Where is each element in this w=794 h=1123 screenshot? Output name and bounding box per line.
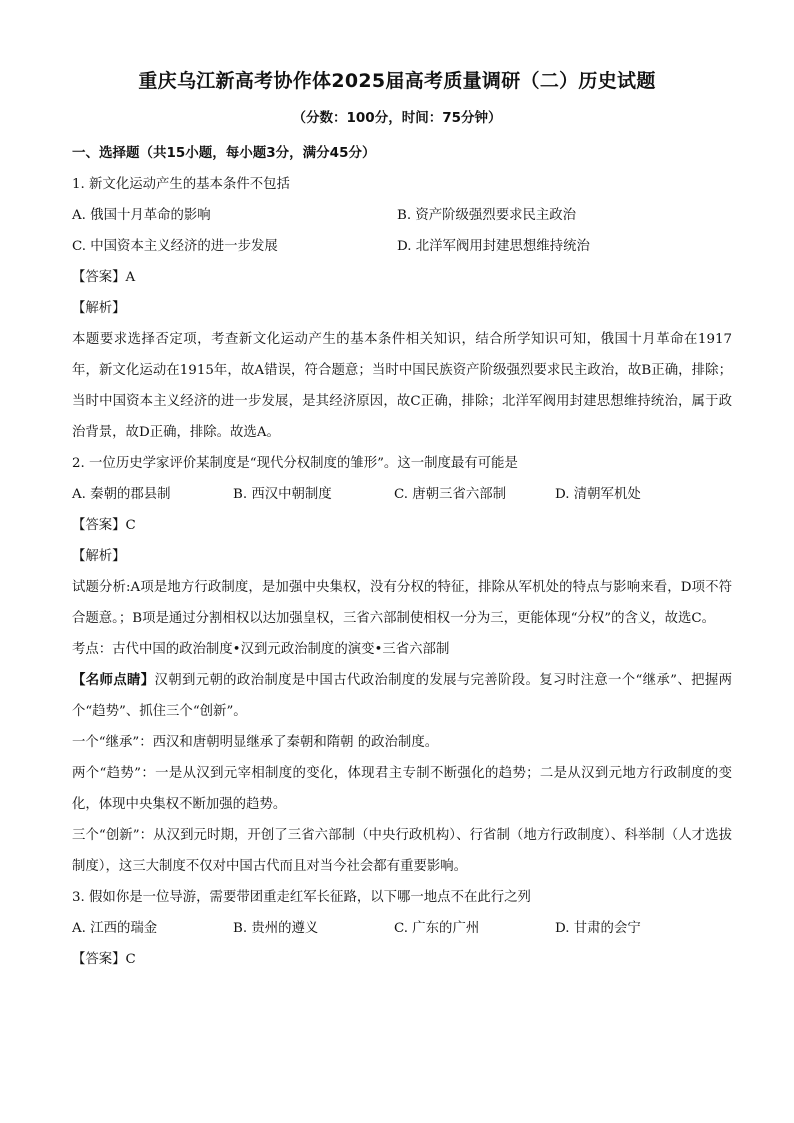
- note-text: 汉朝到元朝的政治制度是中国古代政治制度的发展与完善阶段。复习时注意一个“继承”、把握两个“趋势”、抓住三个“创新”。: [72, 673, 732, 719]
- question-2-answer: 【答案】C: [72, 518, 136, 533]
- question-3-option-c: C. 广东的广州: [394, 921, 480, 936]
- question-3-options-row: [72, 913, 732, 944]
- question-1-analysis-label: 【解析】: [72, 301, 126, 316]
- question-1-option-d: D. 北洋军阀用封建思想维持统治: [397, 239, 590, 254]
- question-1-options-row-1: [72, 200, 732, 231]
- question-2-option-b: B. 西汉中朝制度: [233, 487, 332, 502]
- question-2-note: [72, 665, 732, 727]
- question-1-stem: 1. 新文化运动产生的基本条件不包括: [72, 177, 290, 192]
- question-1-analysis: 本题要求选择否定项，考查新文化运动产生的基本条件相关知识，结合所学知识可知，俄国十月革命在1917年，新文化运动在1915年，故A错误，符合题意；当时中国民族资产阶级强烈要求民主政治，故B正确，排除；当时中国资本主义经济的进一步发展，是其经济原因，故C正确，排除；北洋军阀用封建思想维持统治，属于政治背景，故D正确，排除。故选A。: [72, 332, 732, 440]
- question-1-answer: 【答案】A: [72, 270, 136, 285]
- question-2-kaodian: 考点：古代中国的政治制度•汉到元政治制度的演变•三省六部制: [72, 642, 450, 657]
- question-3-stem: 3. 假如你是一位导游，需要带团重走红军长征路，以下哪一地点不在此行之列: [72, 890, 531, 905]
- question-1-options-row-2: [72, 231, 732, 262]
- document-body: [72, 138, 732, 975]
- question-1-option-a: A. 俄国十月革命的影响: [72, 208, 211, 223]
- question-2-analysis-label: 【解析】: [72, 549, 126, 564]
- section-heading: 一、选择题（共15小题，每小题3分，满分45分）: [72, 145, 376, 161]
- question-1-option-b: B. 资产阶级强烈要求民主政治: [397, 208, 577, 223]
- question-2-analysis: 试题分析:A项是地方行政制度，是加强中央集权，没有分权的特征，排除从军机处的特点与影响来看，D项不符合题意。；B项是通过分割相权以达加强皇权，三省六部制使相权一分为三，更能体现“分权”的含义，故选C。: [72, 580, 732, 626]
- question-2-option-c: C. 唐朝三省六部制: [394, 487, 507, 502]
- exam-title: 重庆乌江新高考协作体2025届高考质量调研（二）历史试题: [138, 70, 656, 92]
- question-3-option-a: A. 江西的瑞金: [72, 921, 158, 936]
- question-3-option-b: B. 贵州的遵义: [233, 921, 319, 936]
- question-1-option-c: C. 中国资本主义经济的进一步发展: [72, 239, 278, 254]
- note-tag: 【名师点睛】: [72, 672, 155, 688]
- question-2-options-row: [72, 479, 732, 510]
- question-3-option-d: D. 甘肃的会宁: [555, 921, 641, 936]
- question-2-stem: 2. 一位历史学家评价某制度是“现代分权制度的雏形”。这一制度最有可能是: [72, 456, 518, 471]
- question-2-option-a: A. 秦朝的郡县制: [72, 487, 171, 502]
- question-2-inherit: 一个“继承”：西汉和唐朝明显继承了秦朝和隋朝 的政治制度。: [72, 735, 439, 750]
- question-2-innovations: 三个“创新”：从汉到元时期，开创了三省六部制（中央行政机构）、行省制（地方行政制度）、科举制（人才选拔制度），这三大制度不仅对中国古代而且对当今社会都有重要影响。: [72, 828, 732, 874]
- question-2-option-d: D. 清朝军机处: [555, 487, 641, 502]
- question-2-trends: 两个“趋势”：一是从汉到元宰相制度的变化，体现君主专制不断强化的趋势；二是从汉到元地方行政制度的变化，体现中央集权不断加强的趋势。: [72, 766, 732, 812]
- question-3-answer: 【答案】C: [72, 952, 136, 967]
- exam-subtitle: （分数：100分，时间：75分钟）: [292, 110, 502, 126]
